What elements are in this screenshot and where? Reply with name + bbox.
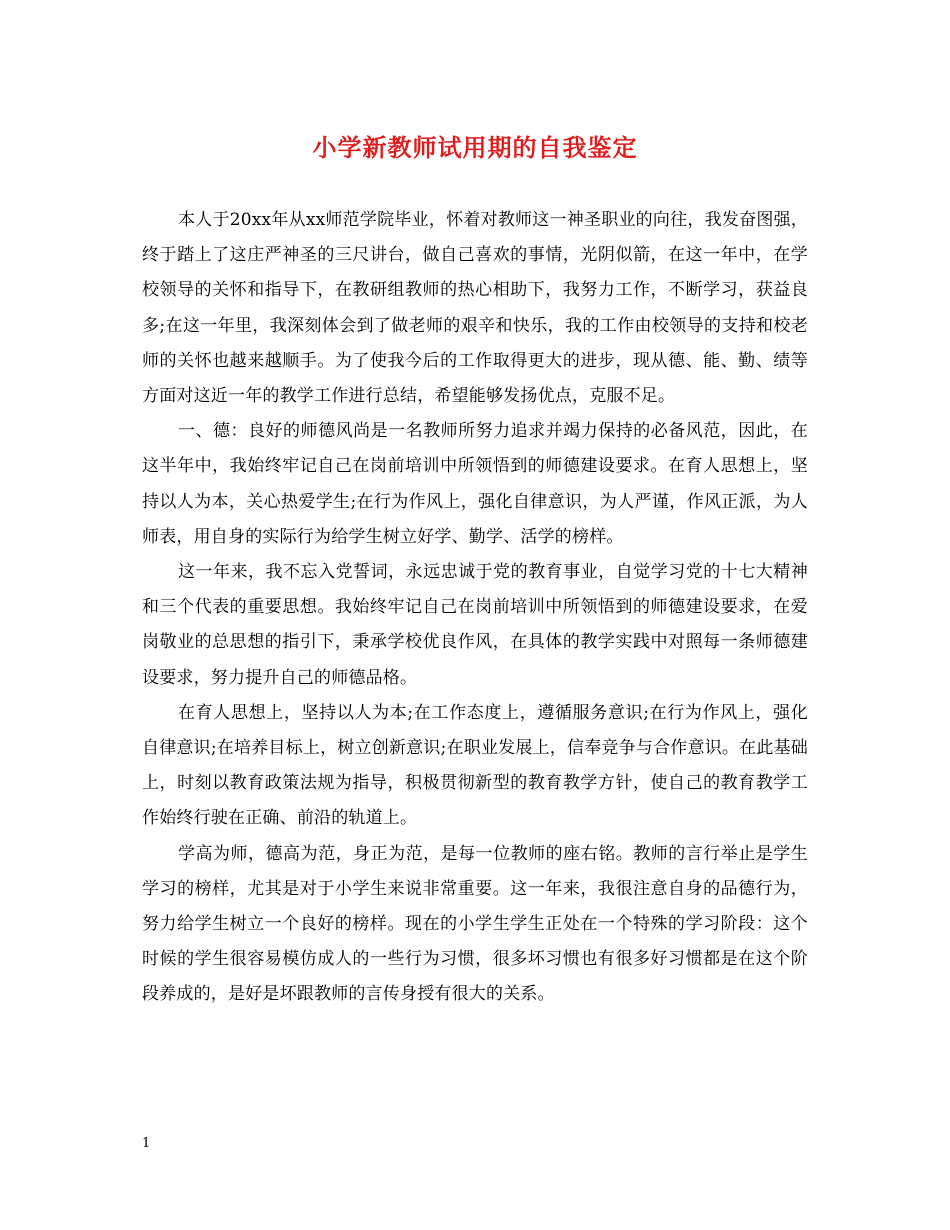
paragraph-educational-ideology: 在育人思想上，坚持以人为本;在工作态度上，遵循服务意识;在行为作风上，强化自律意识;在培养目标上，树立创新意识;在职业发展上，信奉竞争与合作意识。在此基础上，时刻以教育政策法规为指导，积极贯彻新型的教育教学方针，使自己的教育教学工作始终行驶在正确、前沿的轨道上。 bbox=[142, 702, 808, 829]
document-title: 小学新教师试用期的自我鉴定 bbox=[312, 133, 638, 162]
paragraph-party-loyalty: 这一年来，我不忘入党誓词，永远忠诚于党的教育事业，自觉学习党的十七大精神和三个代表的重要思想。我始终牢记自己在岗前培训中所领悟到的师德建设要求，在爱岗敬业的总思想的指引下，秉承学校优良作风，在具体的教学实践中对照每一条师德建设要求，努力提升自己的师德品格。 bbox=[142, 562, 808, 688]
paragraph-morality: 一、德：良好的师德风尚是一名教师所努力追求并竭力保持的必备风范，因此，在这半年中，我始终牢记自己在岗前培训中所领悟到的师德建设要求。在育人思想上，坚持以人为本，关心热爱学生;在行为作风上，强化自律意识，为人严谨，作风正派，为人师表，用自身的实际行为给学生树立好学、勤学、活学的榜样。 bbox=[142, 421, 808, 547]
document-body bbox=[142, 203, 808, 1013]
paragraph-role-model: 学高为师，德高为范，身正为范，是每一位教师的座右铭。教师的言行举止是学生学习的榜样，尤其是对于小学生来说非常重要。这一年来，我很注意自身的品德行为，努力给学生树立一个良好的榜样。现在的小学生学生正处在一个特殊的学习阶段：这个时候的学生很容易模仿成人的一些行为习惯，很多坏习惯也有很多好习惯都是在这个阶段养成的，是好是坏跟教师的言传身授有很大的关系。 bbox=[142, 843, 808, 1005]
paragraph-intro: 本人于20xx年从xx师范学院毕业，怀着对教师这一神圣职业的向往，我发奋图强，终于踏上了这庄严神圣的三尺讲台，做自己喜欢的事情，光阴似箭，在这一年中，在学校领导的关怀和指导下，在教研组教师的热心相助下，我努力工作，不断学习，获益良多;在这一年里，我深刻体会到了做老师的艰辛和快乐，我的工作由校领导的支持和校老师的关怀也越来越顺手。为了使我今后的工作取得更大的进步，现从德、能、勤、绩等方面对这近一年的教学工作进行总结，希望能够发扬优点，克服不足。 bbox=[142, 210, 808, 407]
page-number: 1 bbox=[142, 1136, 151, 1151]
